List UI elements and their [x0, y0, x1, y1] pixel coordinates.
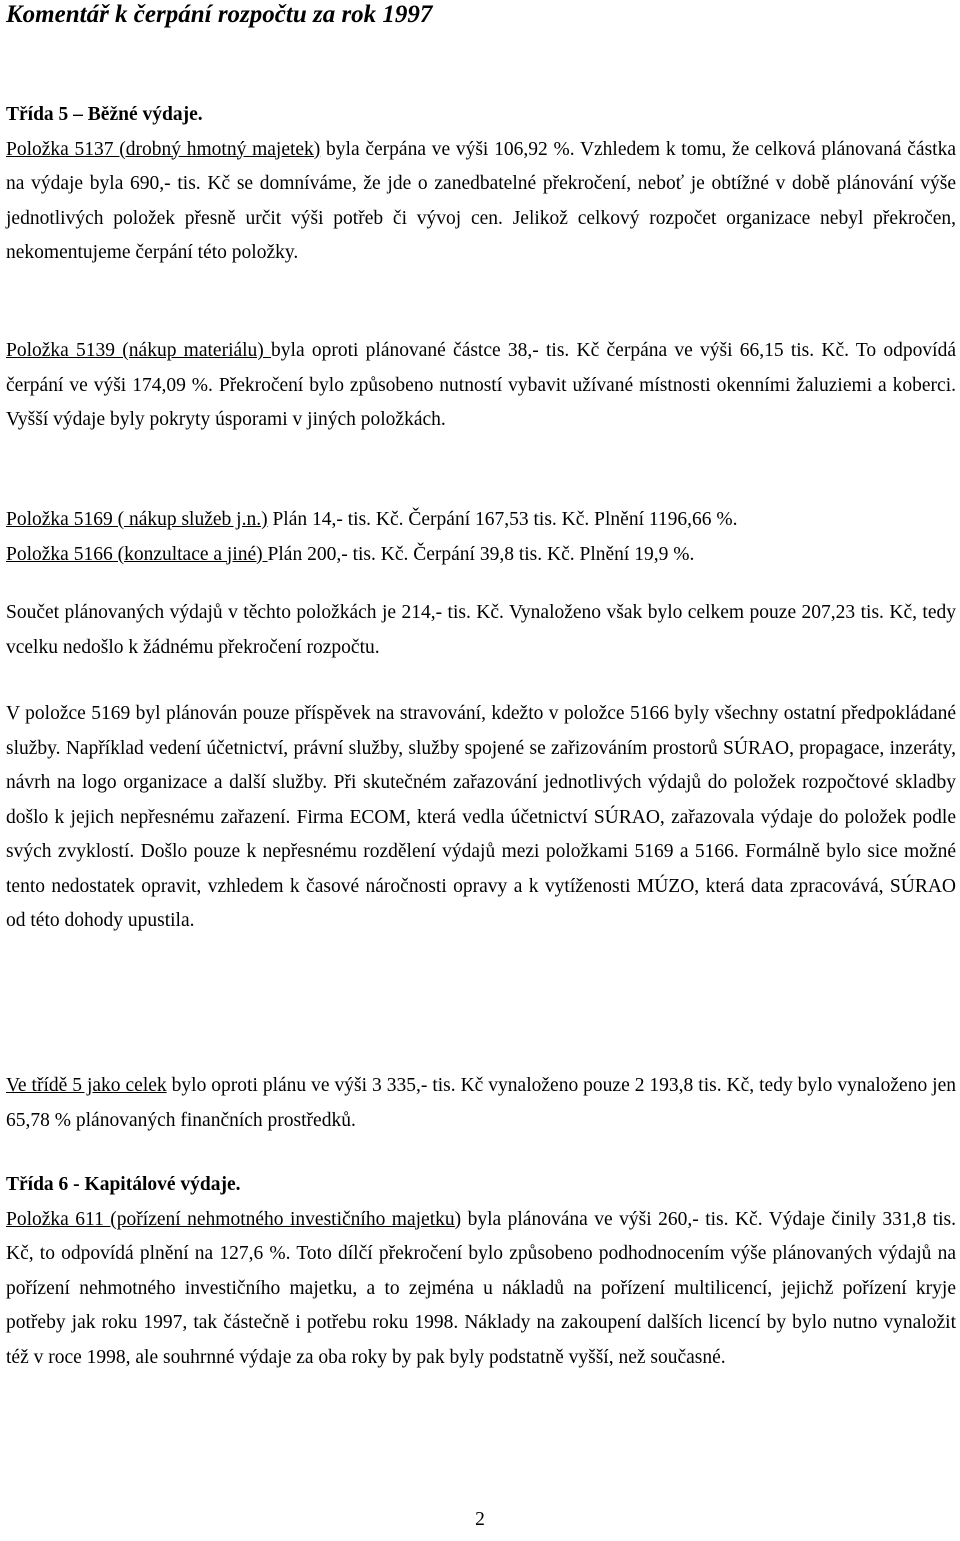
class5-heading: Třída 5 – Běžné výdaje. [6, 104, 203, 125]
paragraph-item-5139 [6, 334, 956, 438]
class5-total-text: bylo oproti plánu ve výši 3 335,- tis. Kč vynaloženo pouze 2 193,8 tis. Kč, tedy bylo vynaloženo jen 65,78 % plánovaných finančních prostředků. [6, 1075, 957, 1131]
section-class6 [6, 1168, 956, 1375]
item-5137-text: byla čerpána ve výši 106,92 %. Vzhledem k tomu, že celková plánovaná částka na výdaje byla 690,- tis. Kč se domníváme, že jde o zanedbatelné překročení, neboť je obtížné v době plánování výše jednotlivých položek přesně určit výši potřeb či vývoj cen. Jelikož celkový rozpočet organizace nebyl překročen, nekomentujeme čerpání této položky. [6, 138, 957, 263]
item-611-label: Položka 611 (pořízení nehmotného investičního majetku) [6, 1208, 462, 1230]
item-611-text: byla plánována ve výši 260,- tis. Kč. Výdaje činily 331,8 tis. Kč, to odpovídá plnění na 127,6 %. Toto dílčí překročení bylo způsobeno podhodnocením výše plánovaných výdajů na pořízení nehmotného investičního majetku, a to zejména u nákladů na pořízení multilicencí, jejichž pořízení kryje potřeby jak roku 1997, tak částečně i potřebu roku 1998. Náklady na zakoupení dalších licencí by bylo nutno vynaložit též v roce 1998, ale souhrnné výdaje za oba roky by pak byly podstatně vyšší, než současné. [6, 1208, 957, 1368]
item-5169-text: Plán 14,- tis. Kč. Čerpání 167,53 tis. Kč. Plnění 1196,66 %. [267, 509, 738, 530]
paragraph-class5-total [6, 1069, 956, 1138]
item-5166-text: Plán 200,- tis. Kč. Čerpání 39,8 tis. Kč. Plnění 19,9 %. [267, 543, 695, 565]
item-5139-text: byla oproti plánované částce 38,- tis. Kč čerpána ve výši 66,15 tis. Kč. To odpovídá čerpání ve výši 174,09 %. Překročení bylo způsobeno nutností vybavit užívané místnosti okenními žaluziemi a koberci. Vyšší výdaje byly pokryty úsporami v jiných položkách. [6, 340, 956, 430]
item-5169-label: Položka 5169 ( nákup služeb j.n.) [6, 509, 268, 530]
class5-total-label: Ve třídě 5 jako celek [6, 1075, 167, 1096]
item-5166-label: Položka 5166 (konzultace a jiné) [6, 543, 268, 565]
item-5139-label: Položka 5139 (nákup materiálu) [6, 340, 272, 361]
page-number: 2 [475, 1509, 485, 1530]
document-title: Komentář k čerpání rozpočtu za rok 1997 [6, 1, 433, 28]
section-class5 [6, 98, 956, 271]
paragraph-sum: Součet plánovaných výdajů v těchto položkách je 214,- tis. Kč. Vynaloženo však bylo celkem pouze 207,23 tis. Kč, tedy vcelku nedošlo k žádnému překročení rozpočtu. [6, 602, 956, 658]
class6-heading: Třída 6 - Kapitálové výdaje. [6, 1174, 241, 1195]
item-5166-line [6, 538, 956, 573]
item-5137-label: Položka 5137 (drobný hmotný majetek) [6, 138, 321, 160]
item-5169-line [6, 503, 956, 538]
paragraph-items-5169-5166 [6, 503, 956, 572]
paragraph-explanation: V položce 5169 byl plánován pouze příspěvek na stravování, kdežto v položce 5166 byly všechny ostatní předpokládané služby. Například vedení účetnictví, právní služby, služby spojené se zařizováním prostorů SÚRAO, propagace, inzeráty, návrh na logo organizace a další služby. Při skutečném zařazování jednotlivých výdajů do položek rozpočtové skladby došlo k jejich nepřesnému zařazení. Firma ECOM, která vedla účetnictví SÚRAO, zařazovala výdaje do položek podle svých zvyklostí. Došlo pouze k nepřesnému rozdělení výdajů mezi položkami 5169 a 5166. Formálně bylo sice možné tento nedostatek opravit, vzhledem k časové náročnosti opravy a k vytíženosti MÚZO, která data zpracovává, SÚRAO od této dohody upustila. [6, 703, 956, 931]
